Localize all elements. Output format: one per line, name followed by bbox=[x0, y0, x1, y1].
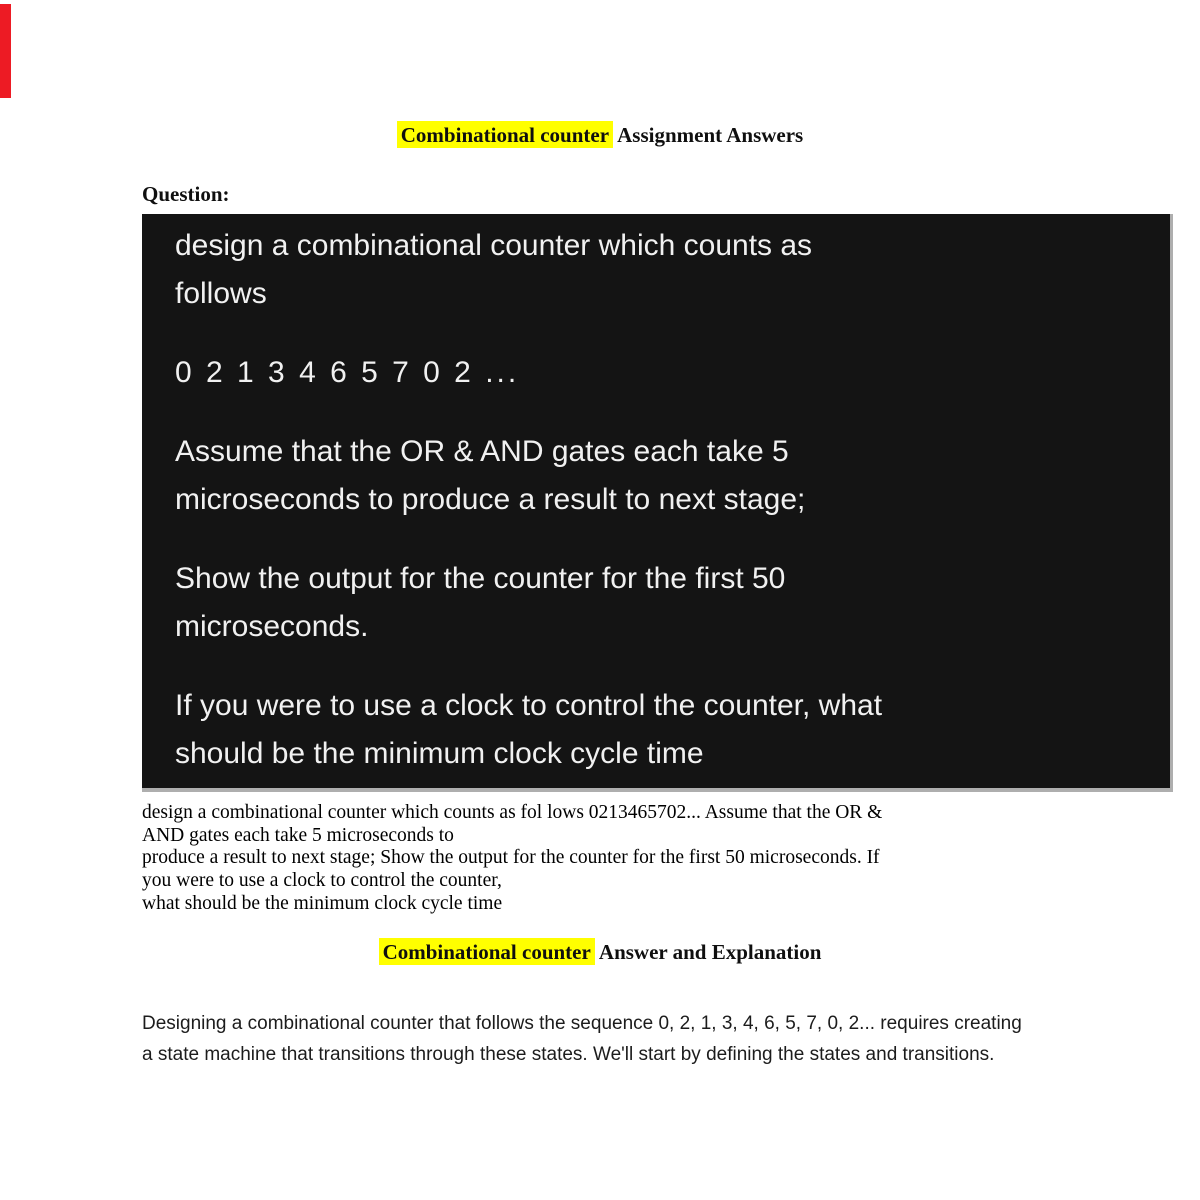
transcript-line: AND gates each take 5 microseconds to bbox=[142, 824, 454, 846]
question-paragraph-assume bbox=[175, 428, 1150, 524]
transcript-line: what should be the minimum clock cycle time bbox=[142, 892, 503, 914]
explanation-line: Designing a combinational counter that follows the sequence 0, 2, 1, 3, 4, 6, 5, 7, 0, 2... requires creating bbox=[142, 1013, 1022, 1034]
red-edge-bar bbox=[0, 4, 11, 98]
highlighted-keyword-title: Combinational counter bbox=[397, 121, 613, 148]
question-paragraph-clock bbox=[175, 682, 1150, 778]
question-text-transcript bbox=[142, 802, 1092, 916]
question-label: Question: bbox=[142, 182, 230, 206]
question-line: Assume that the OR & AND gates each take 5 bbox=[175, 435, 789, 468]
page-title bbox=[0, 123, 1200, 148]
question-line: microseconds. bbox=[175, 610, 369, 643]
transcript-line: produce a result to next stage; Show the output for the counter for the first 50 microseconds. If bbox=[142, 847, 880, 869]
question-image bbox=[142, 214, 1173, 792]
question-paragraph-intro bbox=[175, 222, 1150, 318]
page-title-rest: Assignment Answers bbox=[613, 123, 804, 147]
question-line: follows bbox=[175, 277, 267, 310]
highlighted-keyword-answer: Combinational counter bbox=[379, 938, 595, 965]
question-line: microseconds to produce a result to next stage; bbox=[175, 483, 806, 516]
question-paragraph-show bbox=[175, 555, 1150, 651]
explanation-line: a state machine that transitions through these states. We'll start by defining the states and transitions. bbox=[142, 1044, 995, 1065]
count-sequence: 0 2 1 3 4 6 5 7 0 2 ... bbox=[175, 356, 520, 389]
question-paragraph-sequence bbox=[175, 349, 1150, 397]
answer-heading-rest: Answer and Explanation bbox=[594, 940, 822, 964]
question-line: design a combinational counter which counts as bbox=[175, 229, 813, 262]
answer-explanation bbox=[142, 1008, 1092, 1070]
question-line: Show the output for the counter for the first 50 bbox=[175, 562, 786, 595]
transcript-line: you were to use a clock to control the counter, bbox=[142, 870, 502, 892]
question-line: If you were to use a clock to control the counter, what bbox=[175, 689, 883, 722]
question-line: should be the minimum clock cycle time bbox=[175, 737, 704, 770]
transcript-line: design a combinational counter which counts as fol lows 0213465702... Assume that the OR & bbox=[142, 802, 883, 823]
answer-heading bbox=[0, 940, 1200, 965]
